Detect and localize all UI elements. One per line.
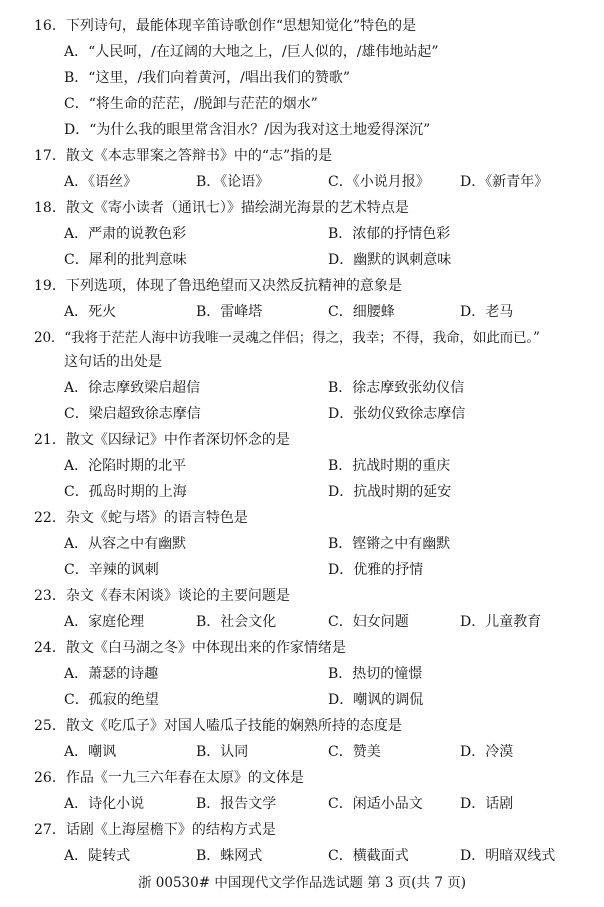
- question-19-option-c: C．细腰蜂: [328, 304, 395, 320]
- question-21-option-b: B．抗战时期的重庆: [328, 458, 451, 474]
- question-21-option-a: A．沦陷时期的北平: [64, 458, 187, 474]
- question-22-option-c: C．辛辣的讽刺: [64, 562, 159, 578]
- question-24-option-a: A．萧瑟的诗趣: [64, 666, 159, 682]
- question-21-option-d: D．抗战时期的延安: [328, 484, 452, 500]
- question-17-option-d: D．《新青年》: [460, 174, 549, 190]
- question-24-option-c: C．孤寂的绝望: [64, 692, 159, 708]
- question-24-option-b: B．热切的憧憬: [328, 666, 423, 682]
- question-26-stem: 26．作品《一九三六年春在太原》的文体是: [34, 770, 304, 786]
- question-18-option-c: C．犀利的批判意味: [64, 252, 187, 268]
- question-19-stem: 19．下列选项，体现了鲁迅绝望而又决然反抗精神的意象是: [34, 278, 402, 294]
- question-18-option-a: A．严肃的说教色彩: [64, 226, 187, 242]
- question-20-option-d: D．张幼仪致徐志摩信: [328, 406, 466, 422]
- question-23-option-b: B．社会文化: [196, 614, 277, 630]
- question-18-option-d: D．幽默的讽刺意味: [328, 252, 452, 268]
- question-18-option-b: B．浓郁的抒情色彩: [328, 226, 451, 242]
- question-25-option-c: C．赞美: [328, 744, 381, 760]
- question-24-option-d: D．嘲讽的调侃: [328, 692, 424, 708]
- question-24-stem: 24．散文《白马湖之冬》中体现出来的作家情绪是: [34, 640, 346, 656]
- question-17-option-b: B．《论语》: [196, 174, 270, 190]
- question-26-option-b: B．报告文学: [196, 796, 277, 812]
- page-footer: 浙 00530# 中国现代文学作品选试题 第 3 页(共 7 页): [137, 875, 466, 891]
- question-19-option-a: A．死火: [64, 304, 117, 320]
- question-23-option-c: C．妇女问题: [328, 614, 409, 630]
- question-22-option-b: B．铿锵之中有幽默: [328, 536, 451, 552]
- question-25-option-a: A．嘲讽: [64, 744, 117, 760]
- question-25-stem: 25．散文《吃瓜子》对国人嗑瓜子技能的娴熟所持的态度是: [34, 718, 402, 734]
- question-23-stem: 23．杂文《春末闲谈》谈论的主要问题是: [34, 588, 290, 604]
- question-20-option-b: B．徐志摩致张幼仪信: [328, 380, 465, 396]
- question-22-option-d: D．优雅的抒情: [328, 562, 424, 578]
- question-27-stem: 27．话剧《上海屋檐下》的结构方式是: [34, 822, 276, 838]
- question-17-option-a: A．《语丝》: [64, 174, 138, 190]
- question-16-option-a: A．“人民呵，/在辽阔的大地之上，/巨人似的，/雄伟地站起”: [64, 44, 439, 60]
- question-20-option-c: C．梁启超致徐志摩信: [64, 406, 201, 422]
- question-17-option-c: C．《小说月报》: [328, 174, 430, 190]
- question-27-option-c: C．横截面式: [328, 848, 409, 864]
- question-25-option-b: B．认同: [196, 744, 249, 760]
- question-23-option-a: A．家庭伦理: [64, 614, 145, 630]
- question-20-option-a: A．徐志摩致梁启超信: [64, 380, 201, 396]
- question-18-stem: 18．散文《寄小读者（通讯七）》描绘湖光海景的艺术特点是: [34, 200, 409, 216]
- question-22-stem: 22．杂文《蛇与塔》的语言特色是: [34, 510, 248, 526]
- question-22-option-a: A．从容之中有幽默: [64, 536, 187, 552]
- question-21-stem: 21．散文《囚绿记》中作者深切怀念的是: [34, 432, 290, 448]
- question-17-stem: 17．散文《本志罪案之答辩书》中的“志”指的是: [34, 148, 333, 164]
- question-26-option-a: A．诗化小说: [64, 796, 145, 812]
- question-27-option-a: A．陡转式: [64, 848, 131, 864]
- question-16-option-c: C．“将生命的茫茫，/脱卸与茫茫的烟水”: [64, 96, 318, 112]
- question-19-option-d: D．老马: [460, 304, 514, 320]
- question-19-option-b: B．雷峰塔: [196, 304, 263, 320]
- question-16-option-d: D．“为什么我的眼里常含泪水？/因为我对这土地爱得深沉”: [64, 122, 431, 138]
- question-26-option-d: D．话剧: [460, 796, 514, 812]
- question-26-option-c: C．闲适小品文: [328, 796, 423, 812]
- question-20-stem-continued: 这句话的出处是: [64, 354, 162, 370]
- question-27-option-d: D．明暗双线式: [460, 848, 556, 864]
- question-25-option-d: D．冷漠: [460, 744, 514, 760]
- question-16-stem: 16．下列诗句，最能体现辛笛诗歌创作“思想知觉化”特色的是: [34, 18, 417, 34]
- question-21-option-c: C．孤岛时期的上海: [64, 484, 187, 500]
- question-20-stem: 20．“我将于茫茫人海中访我唯一灵魂之伴侣；得之，我幸；不得，我命，如此而已。”: [34, 330, 540, 346]
- question-27-option-b: B．蛛网式: [196, 848, 263, 864]
- question-23-option-d: D．儿童教育: [460, 614, 542, 630]
- question-16-option-b: B．“这里，/我们向着黄河，/唱出我们的赞歌”: [64, 70, 351, 86]
